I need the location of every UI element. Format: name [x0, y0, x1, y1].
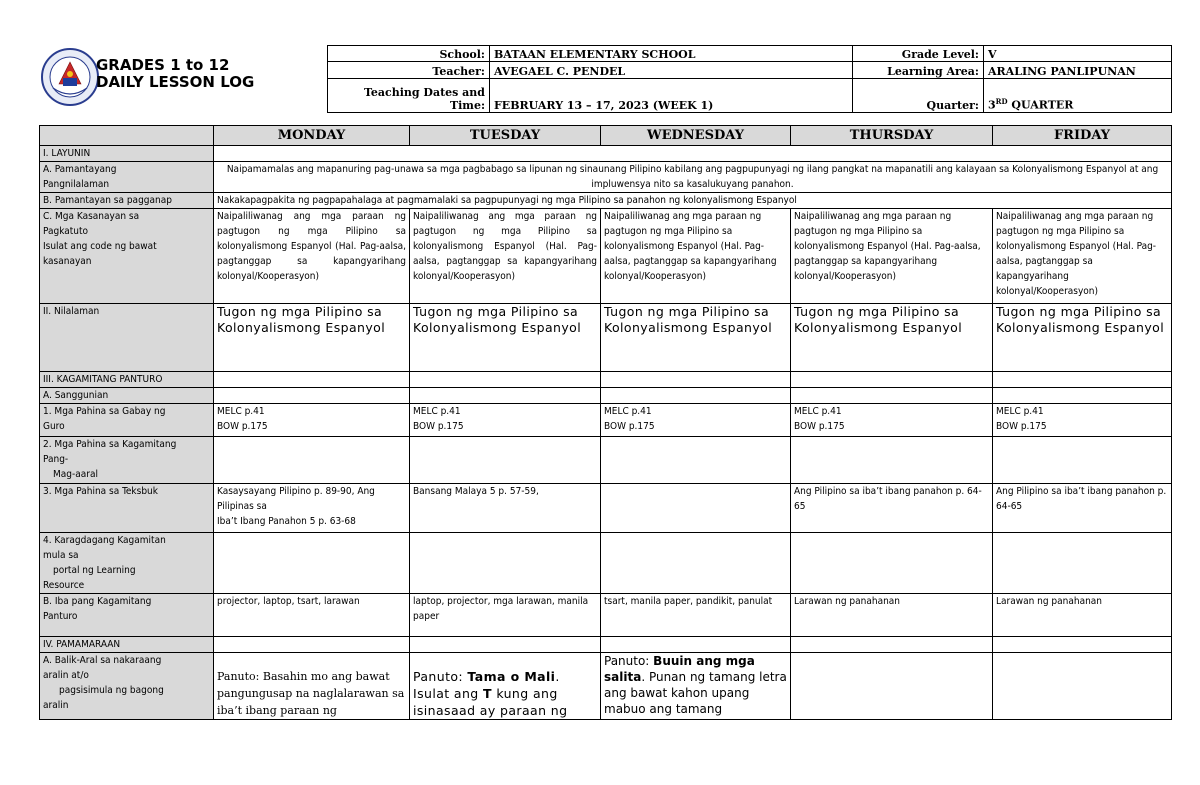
section-layunin: I. LAYUNIN — [40, 146, 214, 162]
pagganap-text: Nakakapagpakita ng pagpapahalaga at pagmamalaki sa pagpupunyagi ng mga Pilipino sa panahon ng kolonyalismong Espanyol — [214, 193, 1172, 209]
day-friday: FRIDAY — [993, 126, 1172, 146]
day-thursday: THURSDAY — [791, 126, 993, 146]
page-title — [96, 57, 254, 91]
balik-tuesday: Panuto: Tama o Mali. Isulat ang T kung ang isinasaad ay paraan ng — [410, 653, 601, 720]
dates-value: FEBRUARY 13 – 17, 2023 (WEEK 1) — [490, 79, 853, 113]
karagdagan-label: 4. Karagdagang Kagamitan mula sa portal ng Learning Resource — [40, 533, 214, 594]
section-pamamaraan: IV. PAMAMARAAN — [40, 637, 214, 653]
day-monday: MONDAY — [214, 126, 410, 146]
iba-thursday: Larawan ng panahanan — [791, 594, 993, 637]
pamantayang-text: Naipamamalas ang mapanuring pag-unawa sa mga pagbabago sa lipunan ng sinaunang Pilipino kabilang ang pagpupunyagi ng ilang pangkat na mapanatili ang kalayaan sa Kolonyalismong Espanyol at ang impluwensya nito sa kasalukuyang panahon. — [214, 162, 1172, 193]
days-row — [40, 126, 1172, 146]
nilalaman-label: II. Nilalaman — [40, 304, 214, 372]
section-kagamitan: III. KAGAMITANG PANTURO — [40, 372, 214, 388]
kasanayan-thursday: Naipaliliwanag ang mga paraan ng pagtugon ng mga Pilipino sa kolonyalismong Espanyol (Hal. Pag-aalsa, pagtanggap sa kapangyarihang kolonyal/Kooperasyon) — [791, 209, 993, 304]
balik-monday: Panuto: Basahin mo ang bawat pangungusap na naglalarawan sa iba’t ibang paraan ng — [214, 653, 410, 720]
kasanayan-label: C. Mga Kasanayan sa Pagkatuto Isulat ang code ng bawat kasanayan — [40, 209, 214, 304]
teksbuk-monday: Kasaysayang Pilipino p. 89-90, Ang Pilipinas sa Iba’t Ibang Panahon 5 p. 63-68 — [214, 484, 410, 533]
iba-monday: projector, laptop, tsart, larawan — [214, 594, 410, 637]
teksbuk-label: 3. Mga Pahina sa Teksbuk — [40, 484, 214, 533]
balik-wednesday: Panuto: Buuin ang mga salita. Punan ng tamang letra ang bawat kahon upang mabuo ang tamang — [601, 653, 791, 720]
iba-tuesday: laptop, projector, mga larawan, manila paper — [410, 594, 601, 637]
deped-seal-icon — [41, 48, 99, 106]
nilalaman-friday: Tugon ng mga Pilipino sa Kolonyalismong Espanyol — [993, 304, 1172, 372]
nilalaman-monday: Tugon ng mga Pilipino sa Kolonyalismong Espanyol — [214, 304, 410, 372]
kasanayan-monday: Naipaliliwanag ang mga paraan ng pagtugon ng mga Pilipino sa kolonyalismong Espanyol (Hal. Pag-aalsa, pagtanggap sa kapangyarihang kolonyal/Kooperasyon) — [214, 209, 410, 304]
gabay-tuesday: MELC p.41 BOW p.175 — [410, 404, 601, 437]
balik-friday — [993, 653, 1172, 720]
day-wednesday: WEDNESDAY — [601, 126, 791, 146]
gabay-label: 1. Mga Pahina sa Gabay ng Guro — [40, 404, 214, 437]
pamantayang-label: A. Pamantayang Pangnilalaman — [40, 162, 214, 193]
teksbuk-wednesday — [601, 484, 791, 533]
teacher-label: Teacher: — [328, 62, 490, 79]
school-label: School: — [328, 46, 490, 62]
grade-value: V — [984, 46, 1172, 62]
teacher-value: AVEGAEL C. PENDEL — [490, 62, 853, 79]
iba-wednesday: tsart, manila paper, pandikit, panulat — [601, 594, 791, 637]
balik-label: A. Balik-Aral sa nakaraang aralin at/o pagsisimula ng bagong aralin — [40, 653, 214, 720]
gabay-thursday: MELC p.41 BOW p.175 — [791, 404, 993, 437]
nilalaman-thursday: Tugon ng mga Pilipino sa Kolonyalismong Espanyol — [791, 304, 993, 372]
title-line-2: DAILY LESSON LOG — [96, 73, 255, 91]
kasanayan-tuesday: Naipaliliwanag ang mga paraan ng pagtugon ng mga Pilipino sa kolonyalismong Espanyol (Hal. Pag-aalsa, pagtanggap sa kapangyarihang kolonyal/Kooperasyon) — [410, 209, 601, 304]
dates-label: Teaching Dates and Time: — [328, 79, 490, 113]
grade-label: Grade Level: — [853, 46, 984, 62]
iba-friday: Larawan ng panahanan — [993, 594, 1172, 637]
nilalaman-wednesday: Tugon ng mga Pilipino sa Kolonyalismong Espanyol — [601, 304, 791, 372]
gabay-friday: MELC p.41 BOW p.175 — [993, 404, 1172, 437]
area-label: Learning Area: — [853, 62, 984, 79]
gabay-monday: MELC p.41 BOW p.175 — [214, 404, 410, 437]
quarter-label: Quarter: — [853, 79, 984, 113]
nilalaman-tuesday: Tugon ng mga Pilipino sa Kolonyalismong Espanyol — [410, 304, 601, 372]
balik-thursday — [791, 653, 993, 720]
gabay-wednesday: MELC p.41 BOW p.175 — [601, 404, 791, 437]
teksbuk-thursday: Ang Pilipino sa iba’t ibang panahon p. 64-65 — [791, 484, 993, 533]
area-value: ARALING PANLIPUNAN — [984, 62, 1172, 79]
quarter-value: 3RD QUARTER — [984, 79, 1172, 113]
header — [39, 45, 1171, 112]
teksbuk-friday: Ang Pilipino sa iba’t ibang panahon p. 64-65 — [993, 484, 1172, 533]
kasanayan-wednesday: Naipaliliwanag ang mga paraan ng pagtugon ng mga Pilipino sa kolonyalismong Espanyol (Hal. Pag-aalsa, pagtanggap sa kapangyarihang kolonyal/Kooperasyon) — [601, 209, 791, 304]
info-table — [327, 45, 1172, 113]
kagamitang-label: 2. Mga Pahina sa Kagamitang Pang- Mag-aaral — [40, 437, 214, 484]
sanggunian-label: A. Sanggunian — [40, 388, 214, 404]
title-line-1: GRADES 1 to 12 — [96, 56, 230, 74]
day-tuesday: TUESDAY — [410, 126, 601, 146]
pagganap-label: B. Pamantayan sa pagganap — [40, 193, 214, 209]
teksbuk-tuesday: Bansang Malaya 5 p. 57-59, — [410, 484, 601, 533]
school-value: BATAAN ELEMENTARY SCHOOL — [490, 46, 853, 62]
iba-label: B. Iba pang Kagamitang Panturo — [40, 594, 214, 637]
lesson-log-table — [39, 125, 1172, 720]
kasanayan-friday: Naipaliliwanag ang mga paraan ng pagtugon ng mga Pilipino sa kolonyalismong Espanyol (Hal. Pag-aalsa, pagtanggap sa kapangyarihang kolonyal/Kooperasyon) — [993, 209, 1172, 304]
